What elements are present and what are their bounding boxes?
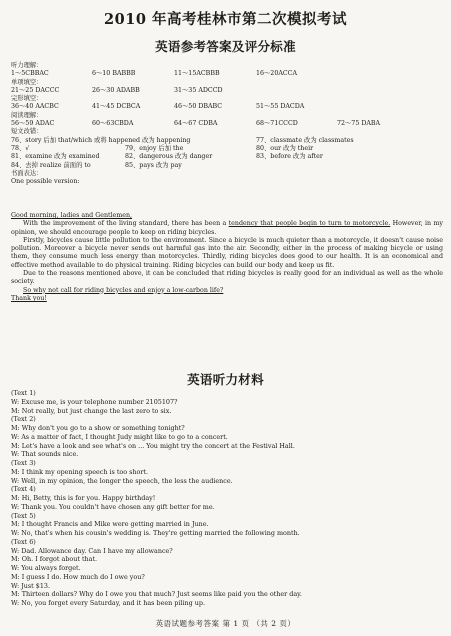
dialogue-line: M: I think my opening speech is too short. [11, 467, 149, 476]
answer-group: 51～55 DACDA [256, 103, 305, 111]
correction-row [11, 137, 443, 145]
essay-paragraph: Due to the reasons mentioned above, it can be concluded that riding bicycles is really good for an individual as well as the whole society. [11, 270, 443, 286]
dialogue-line: M: Let's have a look and see what's on ... You might try the concert at the Festival Hall. [11, 441, 295, 450]
dialogue-line: W: Just $13. [11, 581, 50, 590]
correction-item: 83、before 改为 after [256, 153, 323, 161]
dialogue-line: W: Well, in my opinion, the longer the speech, the less the audience. [11, 476, 233, 485]
dialogue-line: W: As a matter of fact, I thought Judy might like to go to a concert. [11, 432, 228, 441]
answer-group: 36～40 AACBC [11, 103, 59, 111]
choice-answers [11, 87, 443, 95]
answer-group: 68～71CCCD [256, 120, 298, 128]
answer-group: 56～59 ADAC [11, 120, 55, 128]
answer-key [11, 62, 443, 186]
answer-key-heading: 英语参考答案及评分标准 [155, 39, 296, 54]
underlined-phrase: tendency that people begin to turn to motorcycle. [228, 220, 391, 228]
section-label: 单项填空： [11, 78, 43, 86]
text-label: (Text 2) [11, 415, 36, 424]
answer-group: 60～63CBDA [92, 120, 134, 128]
dialogue-line: M: I guess I do. How much do I owe you? [11, 572, 145, 581]
section-label: 听力理解： [11, 62, 43, 69]
answer-group: 26～30 ADABB [92, 86, 140, 94]
section-label: 短文改错： [11, 128, 43, 136]
dialogue-line: W: That sounds nice. [11, 450, 79, 459]
text-label: (Text 1) [11, 389, 36, 397]
listening-material-heading: 英语听力材料 [187, 372, 264, 387]
answer-group: 41～45 DCBCA [92, 103, 141, 111]
correction-item: 78、√ [11, 144, 30, 152]
answer-group: 31～35 ADCCD [174, 86, 223, 94]
version-label: One possible version: [11, 178, 80, 186]
section-label: 阅读理解： [11, 111, 43, 119]
dialogue-line: M: Hi, Betty, this is for you. Happy birthday! [11, 494, 156, 502]
listening-transcript [11, 389, 443, 608]
reading-answers [11, 120, 443, 128]
answer-group: 1～5CBBAC [11, 70, 49, 78]
essay-paragraph: With the improvement of the living standard, there has been a tendency that people begin to turn to motorcycle. However, in my opinion, we should encourage people to keep on riding bicycles. [11, 220, 443, 236]
dialogue-line: M: Oh. I forgot about that. [11, 555, 98, 564]
dialogue-line: M: Why don't you go to a show or something tonight? [11, 424, 185, 432]
section-label: 书面表达： [11, 169, 43, 177]
dialogue-line: W: You always forget. [11, 564, 81, 572]
text-label: (Text 4) [11, 485, 36, 494]
correction-item: 76、story 后加 that/which 或将 happened 改为 happening [11, 136, 191, 144]
cloze-answers [11, 103, 443, 111]
answer-group: 46～50 DBABC [174, 103, 223, 111]
text-label: (Text 5) [11, 511, 36, 520]
text-label: (Text 6) [11, 537, 36, 546]
dialogue-line: M: I thought Francis and Mike were getting married in June. [11, 520, 209, 529]
correction-item: 77、classmate 改为 classmates [256, 136, 354, 144]
correction-item: 85、pays 改为 pay [125, 161, 182, 169]
dialogue-line: W: Excuse me, is your telephone number 2105107? [11, 397, 178, 406]
dialogue-line: M: Thirteen dollars? Why do I owe you that much? Just seems like paid you the other day. [11, 590, 302, 599]
correction-row [11, 162, 443, 170]
answer-group: 6～10 BABBB [92, 70, 136, 78]
correction-item: 82、dangerous 改为 danger [125, 153, 213, 161]
answer-group: 64～67 CDBA [174, 120, 218, 128]
dialogue-line: M: Not really, but just change the last zero to six. [11, 406, 172, 415]
correction-item: 79、enjoy 后加 the [125, 144, 184, 152]
answer-group: 21～25 DACCC [11, 86, 60, 94]
dialogue-line: W: Thank you. You couldn't have chosen any gift better for me. [11, 502, 215, 511]
sample-essay [11, 212, 443, 303]
text-label: (Text 3) [11, 459, 36, 467]
correction-item: 84、去掉 realize 前面的 to [11, 161, 91, 169]
answer-group: 72～75 DABA [337, 120, 381, 128]
correction-item: 81、examine 改为 examined [11, 153, 100, 161]
correction-row [11, 153, 443, 161]
page-footer: 英语试题参考答案 第 1 页 （共 2 页） [155, 619, 296, 628]
dialogue-line: W: Dad. Allowance day. Can I have my allowance? [11, 546, 173, 555]
essay-paragraph: Firstly, bicycles cause little pollution to the environment. Since a bicycle is much quieter than a motorcycle, it doesn't cause noise pollution. Moreover a bicycle never sends out harmful gas into the air. Secondly, either in the process of making bicycle or using them, they consume much less energy than motorcycles. Thirdly, riding bicycles does good to our health. It is an economical and effective method available to do physical training. Riding bicycles can build our body and keep us fit. [11, 236, 443, 269]
answer-group: 11～15ACBBB [174, 70, 220, 78]
essay-closing: Thank you! [11, 294, 47, 302]
section-label: 完形填空： [11, 95, 43, 103]
dialogue-line: W: No, you forget every Saturday, and it has been piling up. [11, 599, 205, 607]
correction-item: 80、our 改为 their [256, 144, 314, 152]
essay-greeting: Good morning, ladies and Gentlemen, [11, 212, 133, 219]
answer-group: 16～20ACCA [256, 70, 298, 78]
listening-answers [11, 70, 443, 78]
dialogue-line: W: No, that's when his cousin's wedding is. They're getting married the following month. [11, 529, 300, 537]
essay-paragraph: So why not call for riding bicycles and enjoy a low-carbon life? [23, 286, 224, 294]
page-title: 2010 年高考桂林市第二次模拟考试 [104, 11, 347, 28]
